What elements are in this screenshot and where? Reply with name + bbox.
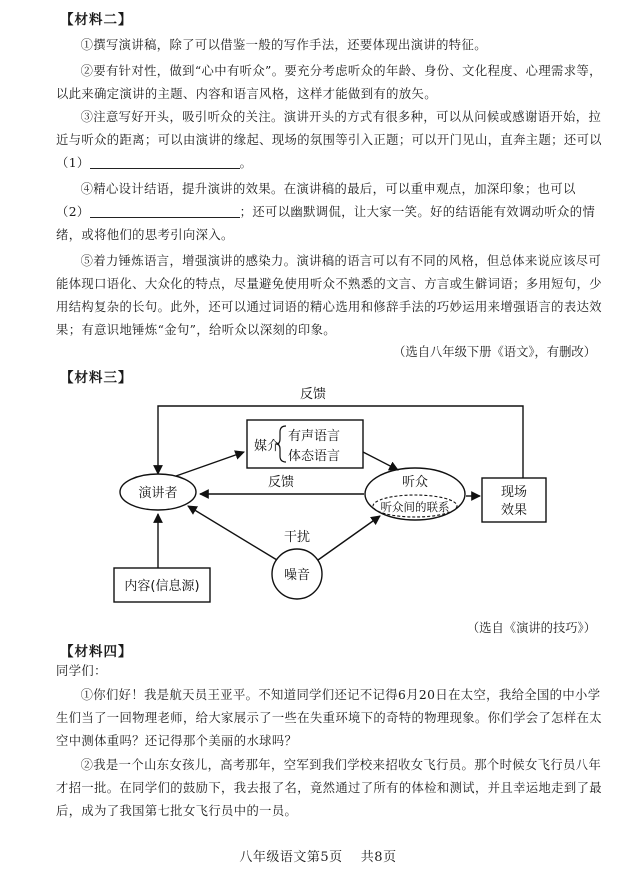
material2-heading: 【材料二】 xyxy=(60,12,133,28)
page-footer: 八年级语文第5页 共8页 xyxy=(239,850,397,865)
interference-label: 干扰 xyxy=(283,530,311,545)
material4-heading: 【材料四】 xyxy=(60,644,133,660)
scene-effect-label-1: 现场 xyxy=(500,485,528,500)
medium-label: 媒介 xyxy=(254,439,281,454)
noise-label: 噪音 xyxy=(283,568,311,583)
medium-to-audience-arrow xyxy=(363,452,398,470)
speech-communication-diagram xyxy=(0,382,636,642)
paragraph-3-end: 。 xyxy=(239,156,253,170)
material2-paragraph-5: ⑤着力锤炼语言，增强演讲的感染力。演讲稿的语言可以有不同的风格，但总体来说应该尽可能体现口语化、大众化的特点，尽量避免使用听众不熟悉的文言、方言或生僻词语；多用短句，少用结构复杂的长句。此外，还可以通过词语的精心选用和修辞手法的巧妙运用来增强语言的表达效果；有意识地锤炼“金句”，给听众以深刻的印象。 xyxy=(56,254,602,337)
audience-label: 听众 xyxy=(401,475,429,490)
speaker-to-medium-arrow xyxy=(176,452,244,476)
noise-to-audience-arrow xyxy=(318,516,380,560)
audience-link-label: 听众间的联系 xyxy=(380,500,450,514)
paragraph-4-text-b: ；还可以幽默调侃，让大家一笑。好的结语能有效调动听众的情绪，或将他们的思考引向深入。 xyxy=(56,205,596,242)
paragraph-3-text: ③注意写好开头，吸引听众的关注。演讲开头的方式有很多种，可以从问候或感谢语开始，拉近与听众的距离；可以由演讲的缘起、现场的氛围等引入正题；可以开门见山，直奔主题；还可以 xyxy=(56,110,602,147)
blank-1-number: （1） xyxy=(56,156,90,170)
scene-effect-label-2: 效果 xyxy=(500,503,528,518)
paragraph-4-text-a: ④精心设计结语，提升演讲的效果。在演讲稿的最后，可以重申观点，加深印象；也可以 xyxy=(80,182,576,196)
blank-2-number: （2） xyxy=(56,205,90,219)
material2-paragraph-1: ①撰写演讲稿，除了可以借鉴一般的写作手法，还要体现出演讲的特征。 xyxy=(80,38,487,52)
material4-paragraph-1: ①你们好！我是航天员王亚平。不知道同学们还记不记得6月20日在太空，我给全国的中小学生们当了一回物理老师，给大家展示了一些在失重环境下的奇特的物理现象。你们学会了怎样在太空中测体重吗？还记得那个美丽的水球吗？ xyxy=(56,688,602,748)
feedback-top-label: 反馈 xyxy=(300,387,327,402)
material2-source: （选自八年级下册《语文》，有删改） xyxy=(393,345,596,359)
fill-blank-1[interactable] xyxy=(90,154,240,169)
fill-blank-2[interactable] xyxy=(90,203,240,218)
material3-source: （选自《演讲的技巧》） xyxy=(466,621,596,635)
material3-heading: 【材料三】 xyxy=(60,370,133,386)
material2-paragraph-4 xyxy=(56,178,604,247)
noise-to-speaker-arrow xyxy=(188,506,277,560)
material4-paragraph-2: ②我是一个山东女孩儿，高考那年，空军到我们学校来招收女飞行员。那个时候女飞行员八年才招一批。在同学们的鼓励下，我去报了名，竟然通过了所有的体检和测试，并且幸运地走到了最后，成为了我国第七批女飞行员中的一员。 xyxy=(56,758,602,818)
voice-language-label: 有声语言 xyxy=(288,429,341,444)
body-language-label: 体态语言 xyxy=(288,449,341,464)
speaker-label: 演讲者 xyxy=(138,486,178,501)
content-source-label: 内容(信息源) xyxy=(124,579,200,594)
feedback-mid-label: 反馈 xyxy=(268,475,295,490)
material4-greeting: 同学们： xyxy=(56,664,107,678)
material2-paragraph-2: ②要有针对性，做到“心中有听众”。要充分考虑听众的年龄、身份、文化程度、心理需求等，以此来确定演讲的主题、内容和语言风格，这样才能做到有的放矢。 xyxy=(56,64,602,101)
material2-paragraph-3 xyxy=(56,106,604,175)
